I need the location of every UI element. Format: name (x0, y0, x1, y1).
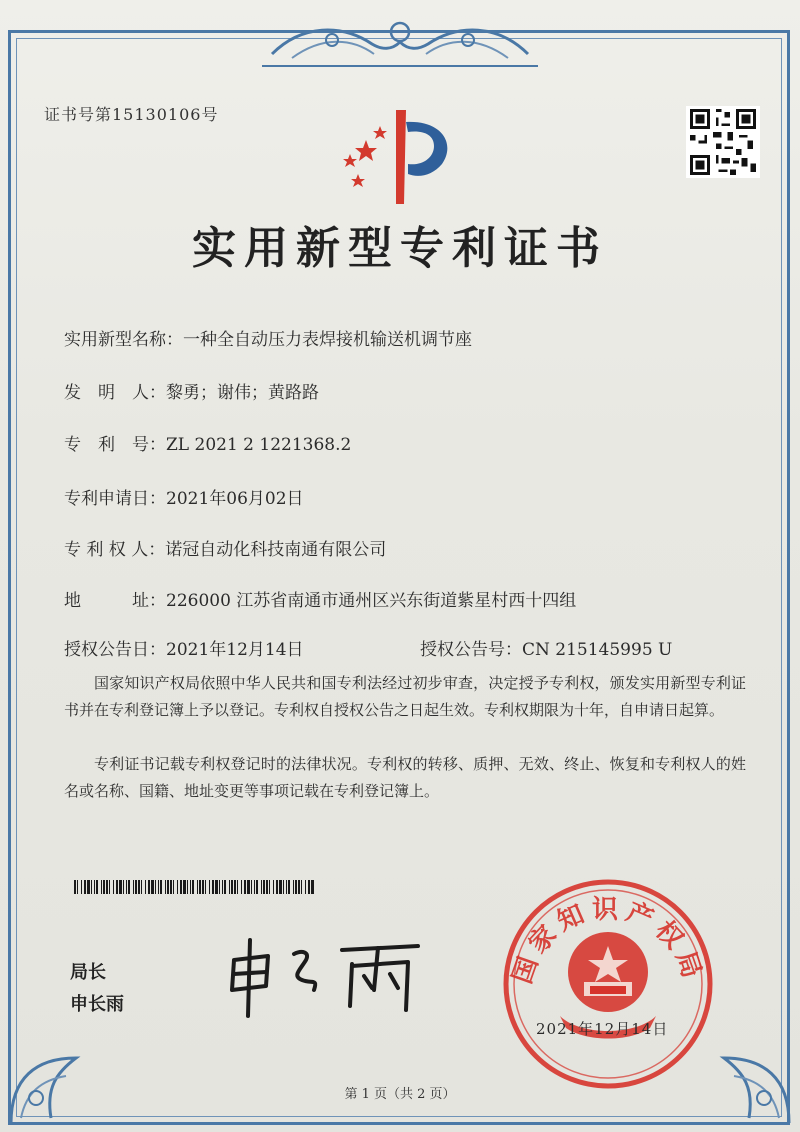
barcode-bar (141, 880, 142, 894)
barcode-bar (91, 880, 92, 894)
director-signature (222, 930, 432, 1020)
certificate-title: 实用新型专利证书 (192, 223, 608, 274)
patent-office-emblem (330, 104, 470, 208)
grant-number-field (420, 635, 672, 660)
certificate-paragraph-2: 专利证书记载专利权登记时的法律状况。专利权的转移、质押、无效、终止、恢复和专利权人的姓名或名称、国籍、地址变更等事项记载在专利登记簿上。 (64, 755, 746, 800)
barcode-bar (138, 880, 140, 894)
barcode-bar (101, 880, 102, 894)
barcode-bar (273, 880, 274, 894)
director-title: 局长 (70, 962, 106, 983)
barcode-bar (305, 880, 306, 894)
barcode-bar (286, 880, 287, 894)
barcode-bar (151, 880, 154, 894)
barcode-bar (77, 880, 78, 894)
grant-number-label: 授权公告号： (420, 640, 522, 660)
filing-date-label: 专利申请日： (64, 489, 166, 509)
address-value: 226000 江苏省南通市通州区兴东街道紫星村西十四组 (166, 591, 577, 611)
barcode-bar (234, 880, 236, 894)
barcode-bar (190, 880, 191, 894)
barcode-bar (126, 880, 127, 894)
barcode-bar (224, 880, 226, 894)
certificate-paragraph-1: 国家知识产权局依照中华人民共和国专利法经过初步审查，决定授予专利权，颁发实用新型专利证书并在专利登记簿上予以登记。专利权自授权公告之日起生效。专利权期限为十年，自申请日起算。 (64, 674, 746, 719)
barcode-bar (109, 880, 110, 894)
barcode-bar (155, 880, 156, 894)
barcode-bar (209, 880, 210, 894)
barcode-bar (202, 880, 204, 894)
barcode-bar (113, 880, 114, 894)
barcode-bar (263, 880, 265, 894)
barcode-bar (276, 880, 278, 894)
address-label: 地 址： (64, 591, 166, 611)
barcode-bar (135, 880, 137, 894)
grant-date-value: 2021年12月14日 (166, 640, 304, 660)
barcode-bar (244, 880, 246, 894)
patent-number-label: 专 利 号： (64, 435, 166, 455)
barcode-bar (96, 880, 98, 894)
barcode-bar (269, 880, 270, 894)
barcode-bar (177, 880, 178, 894)
barcode-bar (219, 880, 220, 894)
utility-model-name-value: 一种全自动压力表焊接机输送机调节座 (183, 330, 472, 350)
barcode-bar (94, 880, 95, 894)
barcode-bar (103, 880, 105, 894)
qr-code (686, 106, 760, 178)
patentee-label: 专 利 权 人： (64, 540, 166, 560)
barcode-bar (279, 880, 282, 894)
barcode-bar (106, 880, 108, 894)
barcode-bar (119, 880, 122, 894)
seal-date: 2021年12月14日 (536, 1020, 669, 1038)
barcode-bar (241, 880, 242, 894)
barcode-bar (237, 880, 238, 894)
barcode-bar (295, 880, 297, 894)
barcode-bar (192, 880, 194, 894)
barcode-bar (187, 880, 188, 894)
patentee-value: 诺冠自动化科技南通有限公司 (165, 540, 387, 560)
barcode-bar (145, 880, 146, 894)
ornamental-crest (262, 14, 538, 70)
barcode-bar (128, 880, 130, 894)
barcode-bar (212, 880, 214, 894)
corner-ornament-left (6, 1018, 116, 1128)
barcode-bar (158, 880, 159, 894)
barcode-bar (74, 880, 76, 894)
barcode-bar (247, 880, 250, 894)
inventor-label: 发 明 人： (64, 383, 166, 403)
barcode-bar (205, 880, 206, 894)
barcode-bar (197, 880, 198, 894)
barcode-bar (261, 880, 262, 894)
patent-number-value: ZL 2021 2 1221368.2 (166, 435, 352, 455)
barcode-bar (251, 880, 252, 894)
barcode-bar (123, 880, 124, 894)
address-field (64, 586, 576, 611)
barcode-bar (167, 880, 169, 894)
barcode-bar (222, 880, 223, 894)
barcode-bar (256, 880, 258, 894)
barcode-bar (298, 880, 300, 894)
barcode-bar (283, 880, 284, 894)
barcode-bar (311, 880, 314, 894)
patentee-field (64, 535, 386, 560)
barcode-bar (180, 880, 182, 894)
barcode-bar (215, 880, 218, 894)
utility-model-name-field (64, 325, 472, 350)
barcode-bar (84, 880, 86, 894)
barcode-bar (165, 880, 166, 894)
barcode-bar (173, 880, 174, 894)
barcode-bar (266, 880, 268, 894)
barcode-bar (148, 880, 150, 894)
official-seal (500, 876, 716, 1092)
inventor-value: 黎勇；谢伟；黄路路 (166, 383, 319, 403)
grant-date-label: 授权公告日： (64, 640, 166, 660)
inventor-field (64, 378, 319, 403)
barcode-bar (288, 880, 290, 894)
barcode-bar (116, 880, 118, 894)
certificate-number: 证书号第15130106号 (44, 105, 219, 124)
seal-text: 国家知识产权局 (507, 895, 709, 988)
barcode-bar (87, 880, 90, 894)
barcode-bar (170, 880, 172, 894)
barcode-bar (301, 880, 302, 894)
director-name: 申长雨 (70, 994, 124, 1015)
grant-date-field (64, 635, 304, 660)
barcode-bar (254, 880, 255, 894)
barcode-bar (229, 880, 230, 894)
barcode-bar (308, 880, 310, 894)
filing-date-value: 2021年06月02日 (166, 489, 304, 509)
barcode-bar (231, 880, 233, 894)
barcode-bar (81, 880, 82, 894)
grant-number-value: CN 215145995 U (522, 640, 673, 660)
page-number: 第 1 页（共 2 页） (344, 1087, 456, 1102)
patent-number-field (64, 430, 351, 455)
barcode-bar (133, 880, 134, 894)
barcode-bar (183, 880, 186, 894)
utility-model-name-label: 实用新型名称： (64, 330, 183, 350)
barcode-bar (293, 880, 294, 894)
filing-date-field (64, 484, 304, 509)
barcode-bar (199, 880, 201, 894)
barcode-bar (160, 880, 162, 894)
barcode (74, 880, 314, 894)
